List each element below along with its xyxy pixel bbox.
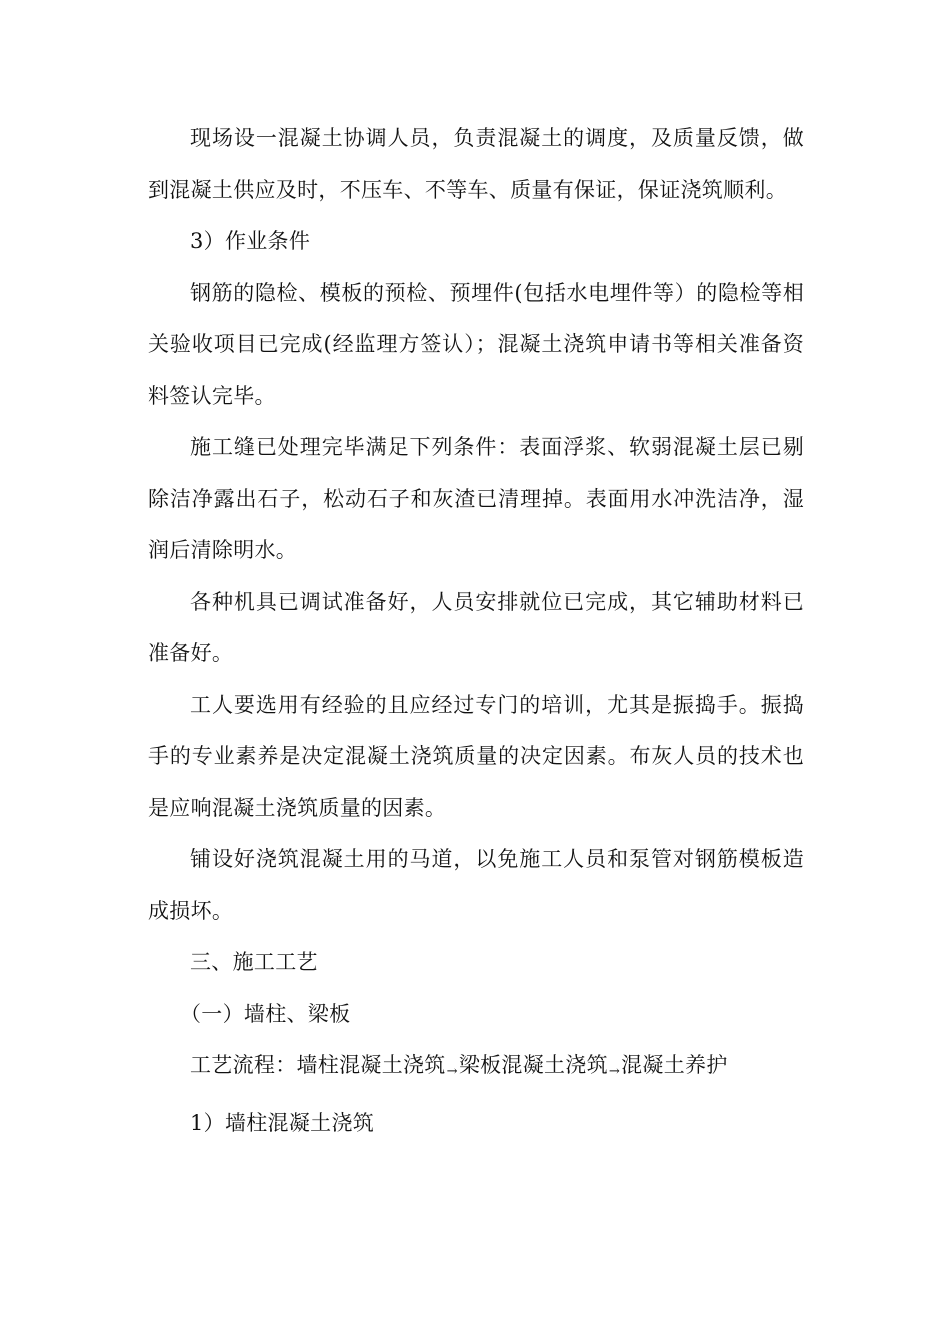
paragraph-coordinator: 现场设一混凝土协调人员，负责混凝土的调度，及质量反馈，做到混凝土供应及时，不压车、不等车、质量有保证，保证浇筑顺利。 [148, 126, 804, 202]
arrow-right-icon: → [608, 1064, 621, 1079]
paragraph-workers: 工人要选用有经验的且应经过专门的培训，尤其是振捣手。振捣手的专业素养是决定混凝土浇筑质量的决定因素。布灰人员的技术也是应响混凝土浇筑质量的因素。 [148, 692, 804, 820]
process-flow-label: 工艺流程： [190, 1053, 297, 1077]
process-step-beam-slab: 梁板混凝土浇筑 [458, 1053, 608, 1077]
process-flow-line [148, 1040, 804, 1098]
heading-wall-column-pouring: 1）墙柱混凝土浇筑 [190, 1110, 375, 1135]
paragraph-inspection: 钢筋的隐检、模板的预检、预埋件(包括水电埋件等）的隐检等相关验收项目已完成(经监理方签认）；混凝土浇筑申请书等相关准备资料签认完毕。 [148, 280, 804, 408]
process-step-wall-column: 墙柱混凝土浇筑 [296, 1053, 446, 1077]
process-step-curing: 混凝土养护 [621, 1053, 728, 1077]
heading-walls-columns-beams: （一）墙柱、梁板 [180, 1001, 351, 1026]
heading-construction-process: 三、施工工艺 [190, 950, 318, 974]
document-page [148, 113, 804, 1149]
paragraph-walkway: 铺设好浇筑混凝土用的马道，以免施工人员和泵管对钢筋模板造成损坏。 [148, 847, 804, 923]
arrow-right-icon: → [446, 1064, 458, 1079]
heading-work-conditions: 3）作业条件 [190, 229, 311, 253]
paragraph-construction-joint: 施工缝已处理完毕满足下列条件：表面浮浆、软弱混凝土层已剔除洁净露出石子，松动石子和灰渣已清理掉。表面用水冲洗洁净，湿润后清除明水。 [148, 435, 804, 562]
paragraph-machinery: 各种机具已调试准备好，人员安排就位已完成，其它辅助材料已准备好。 [148, 589, 804, 665]
